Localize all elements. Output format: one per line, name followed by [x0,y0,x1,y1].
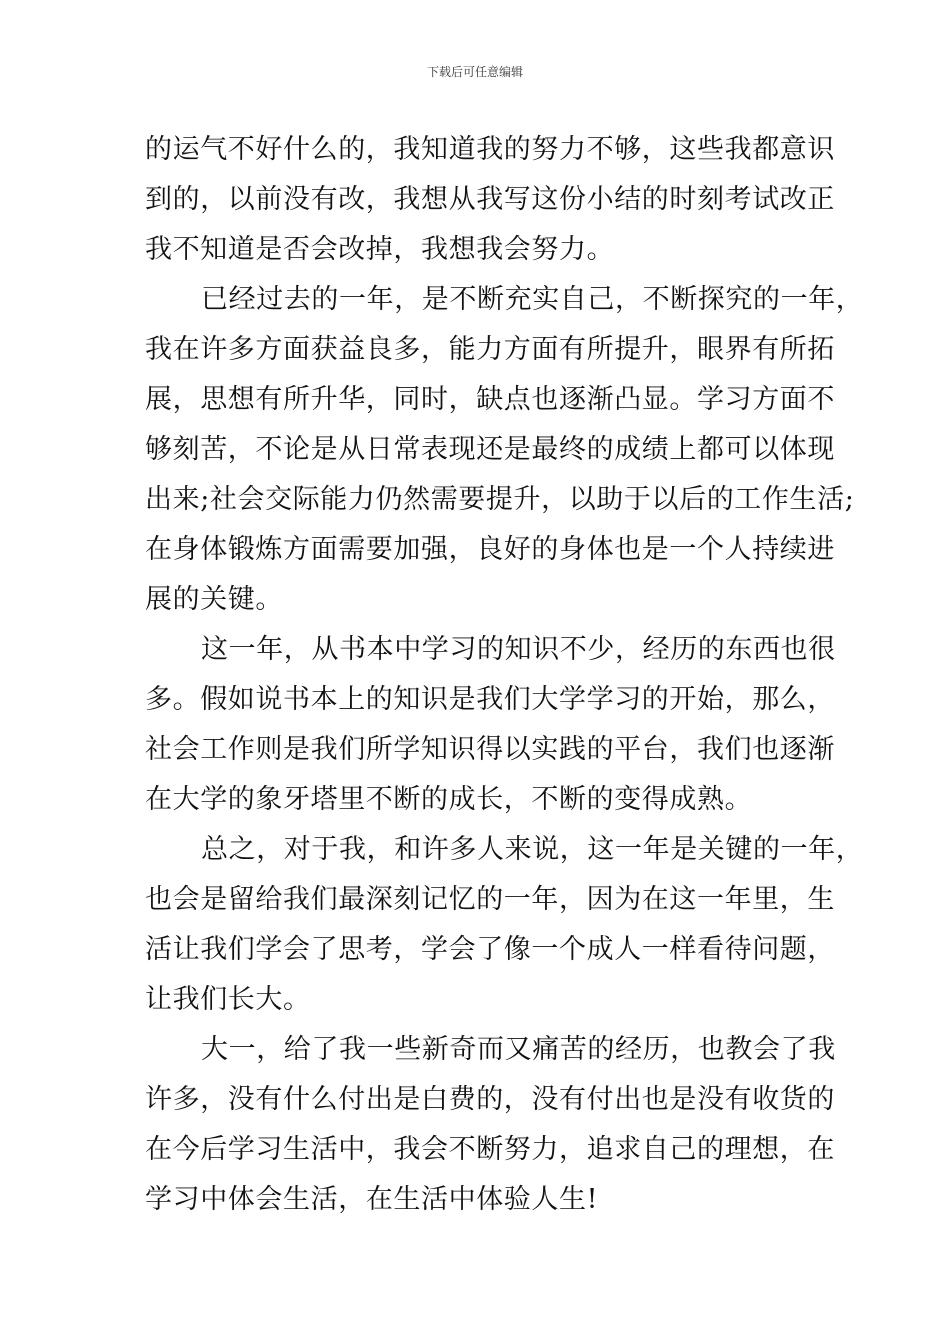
text-line: 在身体锻炼方面需要加强，良好的身体也是一个人持续进 [145,534,835,565]
paragraph-first-line: 总之，对于我，和许多人来说，这一年是关键的一年， [201,834,864,865]
text-line: 我在许多方面获益良多，能力方面有所提升，眼界有所拓 [145,334,835,365]
paragraph-first-line: 这一年，从书本中学习的知识不少，经历的东西也很 [201,634,836,665]
text-line: 的运气不好什么的，我知道我的努力不够，这些我都意识 [145,134,835,165]
text-line: 我不知道是否会改掉，我想我会努力。 [145,234,615,265]
paragraph-first-line: 大一，给了我一些新奇而又痛苦的经历，也教会了我 [201,1034,836,1065]
text-line: 展的关键。 [145,584,283,615]
text-line: 也会是留给我们最深刻记忆的一年，因为在这一年里，生 [145,884,835,915]
page-header-note: 下载后可任意编辑 [426,65,523,79]
text-line: 许多，没有什么付出是白费的，没有付出也是没有收货的 [145,1084,835,1115]
text-line: 在今后学习生活中，我会不断努力，追求自己的理想，在 [145,1134,835,1165]
text-line: 让我们长大。 [145,984,311,1015]
text-line: 多。假如说书本上的知识是我们大学学习的开始，那么， [145,684,835,715]
text-line: 活让我们学会了思考，学会了像一个成人一样看待问题， [145,934,835,965]
text-line: 够刻苦，不论是从日常表现还是最终的成绩上都可以体现 [145,434,835,465]
paragraph-first-line: 已经过去的一年，是不断充实自己，不断探究的一年， [201,284,864,315]
document-body [145,125,864,1225]
text-line: 到的，以前没有改，我想从我写这份小结的时刻考试改正 [145,184,835,215]
text-line: 学习中体会生活，在生活中体验人生! [145,1184,599,1215]
text-line: 在大学的象牙塔里不断的成长，不断的变得成熟。 [145,784,753,815]
text-line: 出来;社会交际能力仍然需要提升，以助于以后的工作生活; [145,484,855,515]
text-line: 社会工作则是我们所学知识得以实践的平台，我们也逐渐 [145,734,835,765]
text-line: 展，思想有所升华，同时，缺点也逐渐凸显。学习方面不 [145,384,835,415]
